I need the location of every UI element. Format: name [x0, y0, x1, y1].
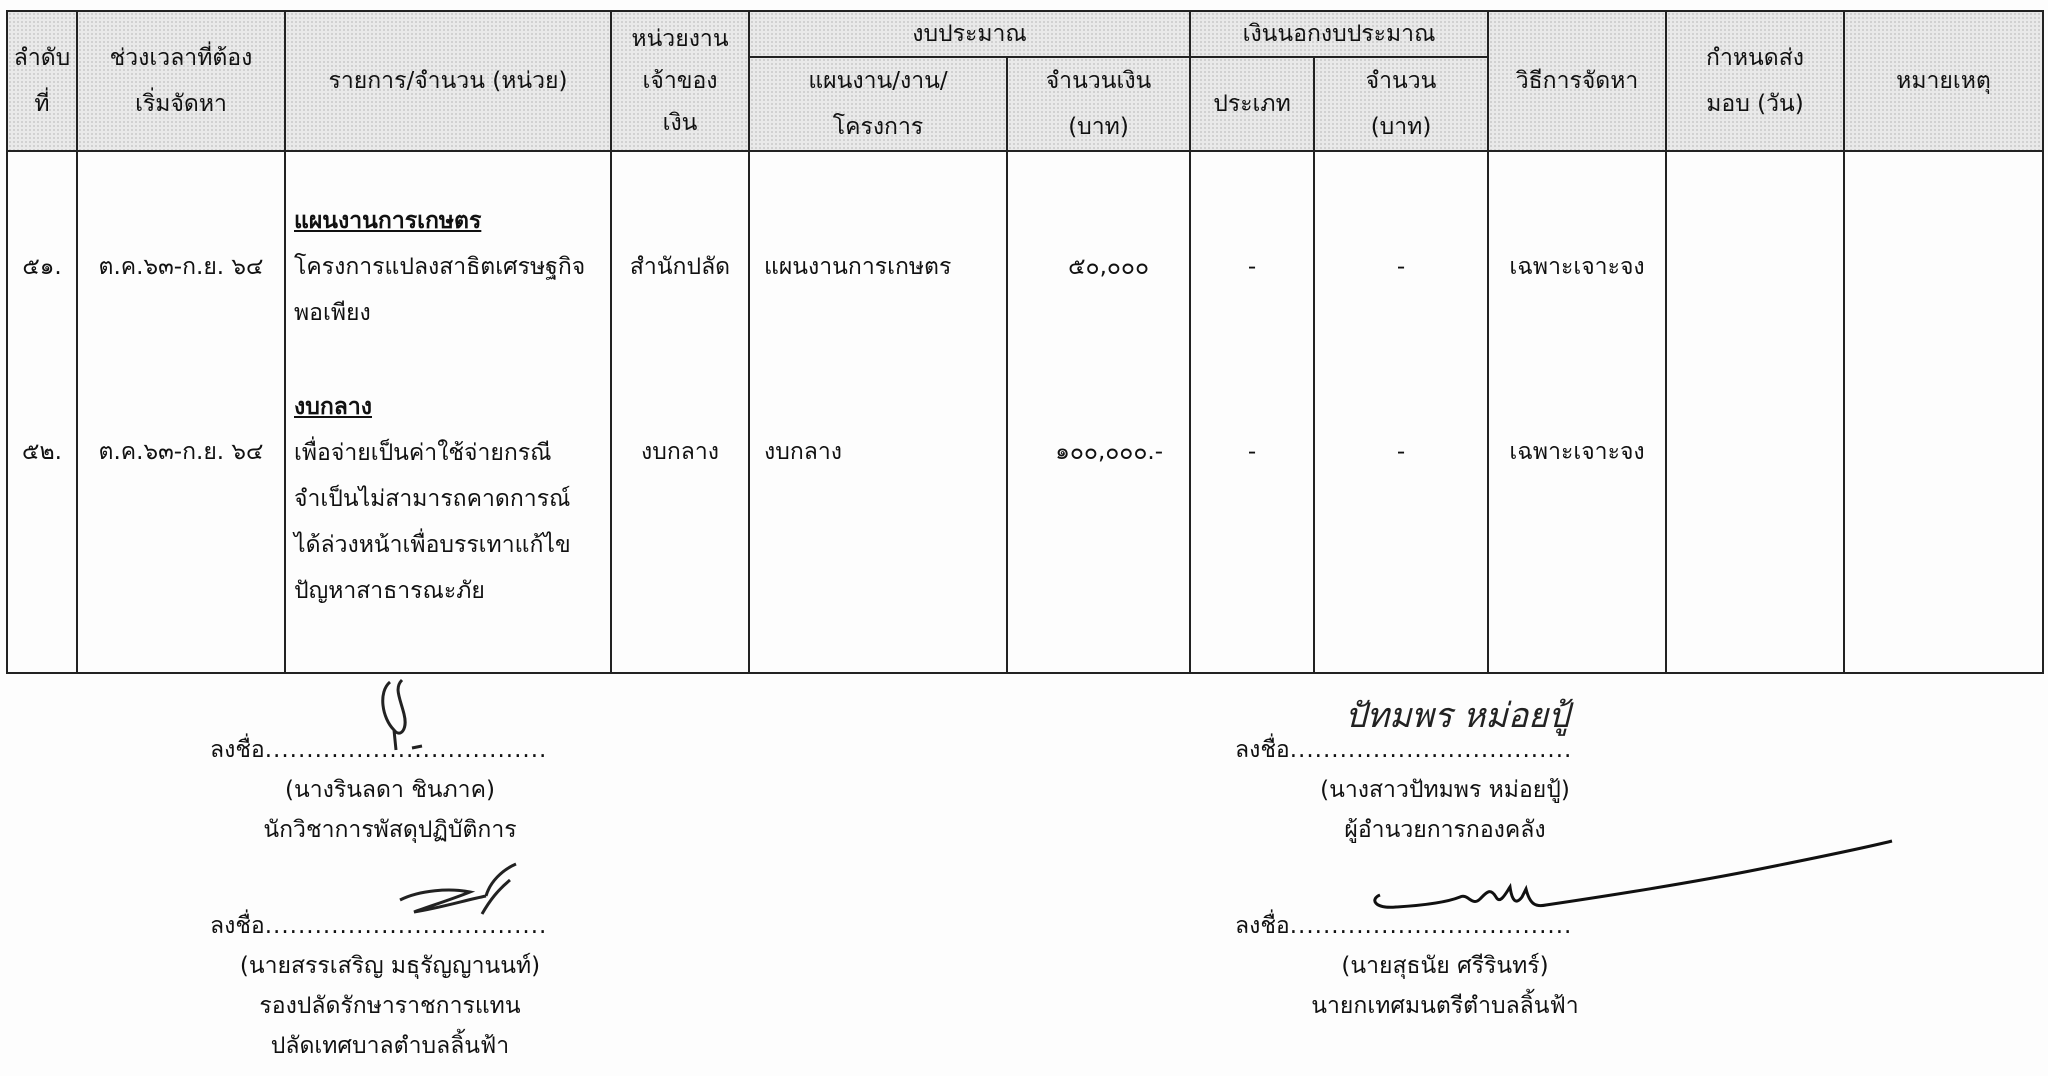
procurement-table — [6, 10, 2044, 674]
row-period: ต.ค.๖๓-ก.ย. ๖๔ — [77, 151, 285, 382]
row-remark — [1844, 382, 2043, 673]
header-plan: แผนงาน/งาน/ โครงการ — [749, 57, 1007, 151]
row-period: ต.ค.๖๓-ก.ย. ๖๔ — [77, 382, 285, 673]
signer-name: (นายสรรเสริญ มธุรัญญานนท์) — [239, 953, 541, 979]
header-no: ลำดับ ที่ — [7, 11, 77, 151]
signer-title: รองปลัดรักษาราชการแทน — [259, 993, 521, 1019]
sign-line: ลงชื่อ.................................. — [210, 737, 548, 763]
header-remark: หมายเหตุ — [1844, 11, 2043, 151]
row-amount: ๕๐,๐๐๐ — [1007, 151, 1190, 382]
signature-mark-1 — [360, 670, 460, 760]
row-no: ๕๒. — [7, 382, 77, 673]
row-plan: แผนงานการเกษตร — [749, 151, 1007, 382]
signer-title: ผู้อำนวยการกองคลัง — [1344, 817, 1546, 843]
signature-mark-4 — [1340, 835, 1900, 945]
row-method: เฉพาะเจาะจง — [1488, 382, 1666, 673]
row-no: ๕๑. — [7, 151, 77, 382]
row-plan: งบกลาง — [749, 382, 1007, 673]
header-method: วิธีการจัดหา — [1488, 11, 1666, 151]
header-offbudget: เงินนอกงบประมาณ — [1190, 11, 1488, 57]
row-items: งบกลาง เพื่อจ่ายเป็นค่าใช้จ่ายกรณี จำเป็นไม่สามารถคาดการณ์ ได้ล่วงหน้าเพื่อบรรเทาแก้ไข ปัญหาสาธารณะภัย — [285, 382, 611, 673]
header-delivery: กำหนดส่ง มอบ (วัน) — [1666, 11, 1844, 151]
signer-title: ปลัดเทศบาลตำบลลิ้นฟ้า — [270, 1033, 510, 1059]
signer-name: (นางสาวปัทมพร หม่อยปู้) — [1320, 777, 1570, 803]
header-amount: จำนวนเงิน (บาท) — [1007, 57, 1190, 151]
header-type: ประเภท — [1190, 57, 1314, 151]
signer-title: นายกเทศมนตรีตำบลลิ้นฟ้า — [1311, 993, 1579, 1019]
row-type: - — [1190, 151, 1314, 382]
row-method: เฉพาะเจาะจง — [1488, 151, 1666, 382]
header-owner: หน่วยงาน เจ้าของ เงิน — [611, 11, 749, 151]
header-items: รายการ/จำนวน (หน่วย) — [285, 11, 611, 151]
row-delivery — [1666, 382, 1844, 673]
signer-title: นักวิชาการพัสดุปฏิบัติการ — [263, 817, 517, 843]
row-type: - — [1190, 382, 1314, 673]
table-row — [7, 382, 2043, 673]
row-owner: สำนักปลัด — [611, 151, 749, 382]
row-heading: แผนงานการเกษตร — [294, 208, 482, 234]
row-amount: ๑๐๐,๐๐๐.- — [1007, 382, 1190, 673]
signature-block-2 — [1235, 730, 1655, 850]
row-items: แผนงานการเกษตร โครงการแปลงสาธิตเศรษฐกิจ พอเพียง — [285, 151, 611, 382]
sign-line: ลงชื่อ.................................. — [1235, 737, 1573, 763]
row-owner: งบกลาง — [611, 382, 749, 673]
header-period: ช่วงเวลาที่ต้อง เริ่มจัดหา — [77, 11, 285, 151]
sign-line: ลงชื่อ.................................. — [210, 913, 548, 939]
signature-mark-3 — [390, 860, 530, 940]
row-remark — [1844, 151, 2043, 382]
sign-line: ลงชื่อ.................................. — [1235, 913, 1573, 939]
table-row — [7, 151, 2043, 382]
header-offamount: จำนวน (บาท) — [1314, 57, 1488, 151]
signer-name: (นายสุธนัย ศรีรินทร์) — [1341, 953, 1549, 979]
signature-mark-2: ปัทมพร หม่อยปู้ — [1345, 696, 1570, 736]
header-budget: งบประมาณ — [749, 11, 1190, 57]
row-delivery — [1666, 151, 1844, 382]
signer-name: (นางรินลดา ชินภาค) — [285, 777, 495, 803]
row-offamount: - — [1314, 382, 1488, 673]
row-offamount: - — [1314, 151, 1488, 382]
row-heading: งบกลาง — [294, 394, 372, 420]
